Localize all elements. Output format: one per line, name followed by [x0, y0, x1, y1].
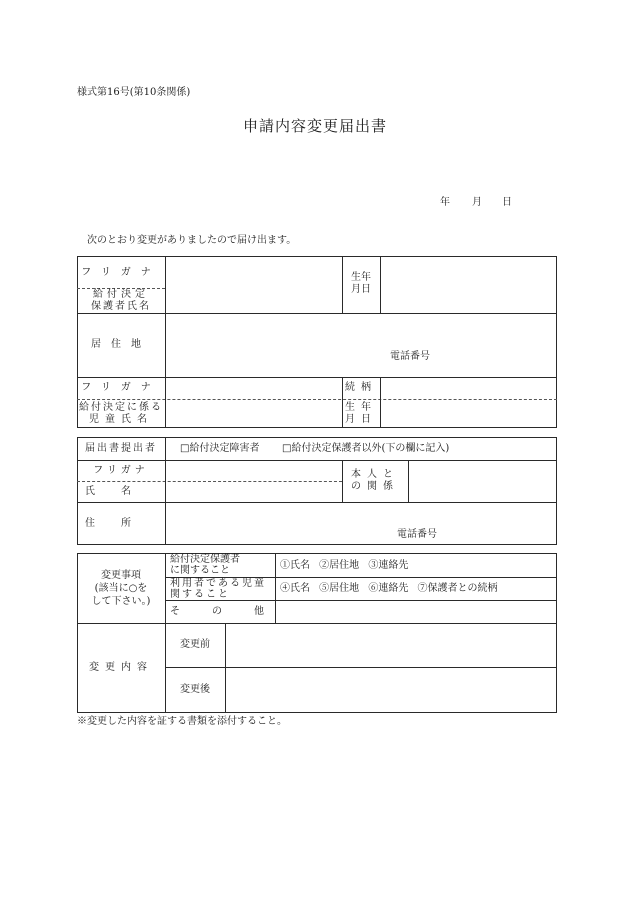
- relationship-label: 続柄: [345, 382, 377, 393]
- child-change-options[interactable]: ④氏名 ⑤居住地 ⑥連絡先 ⑦保護者との続柄: [280, 583, 498, 594]
- form-number: 様式第16号(第10条関係): [77, 87, 191, 98]
- attachment-note: ※変更した内容を証する書類を添付すること。: [77, 716, 287, 727]
- child-furigana-label: フリガナ: [81, 382, 161, 393]
- option-benefit-recipient[interactable]: □給付決定障害者: [180, 443, 260, 454]
- change-items-label: 変更事項 (該当に○を して下さい。): [91, 569, 151, 607]
- date-year-label: 年: [440, 197, 450, 208]
- guardian-furigana-label: フリガナ: [81, 267, 161, 278]
- date-month-label: 月: [472, 197, 482, 208]
- guardian-birthdate-label: 生年 月日: [351, 272, 371, 295]
- submitter-phone-label: 電話番号: [397, 529, 437, 540]
- intro-text: 次のとおり変更がありましたので届け出ます。: [87, 235, 297, 246]
- child-birthdate-label: 生年 月日: [345, 402, 377, 425]
- after-change-label: 変更後: [180, 684, 210, 695]
- residence-phone-label: 電話番号: [390, 351, 430, 362]
- date-day-label: 日: [502, 197, 512, 208]
- submitter-address-label: 住所: [85, 517, 157, 529]
- form-title: 申請内容変更届出書: [242, 117, 387, 135]
- submitter-name-label: 氏名: [85, 486, 157, 497]
- guardian-name-label: 給付決定 保護者氏名: [91, 289, 151, 312]
- child-related-label: 利用者である児童 関すること: [170, 578, 266, 600]
- change-content-label: 変更内容: [89, 662, 153, 673]
- child-name-label: 給付決定に係る 児童氏名: [79, 402, 163, 425]
- before-change-label: 変更前: [180, 639, 210, 650]
- submitter-label: 届出書提出者: [85, 442, 157, 454]
- guardian-change-options[interactable]: ①氏名 ②居住地 ③連絡先: [280, 560, 409, 571]
- relationship-to-person-label: 本人と の関係: [351, 469, 399, 492]
- other-label[interactable]: その他: [170, 606, 296, 617]
- residence-label: 居住地: [91, 339, 151, 350]
- submitter-furigana-label: フリガナ: [93, 465, 149, 476]
- guardian-related-label: 給付決定保護者 に関すること: [170, 554, 240, 576]
- option-other-guardian[interactable]: □給付決定保護者以外(下の欄に記入): [282, 443, 450, 454]
